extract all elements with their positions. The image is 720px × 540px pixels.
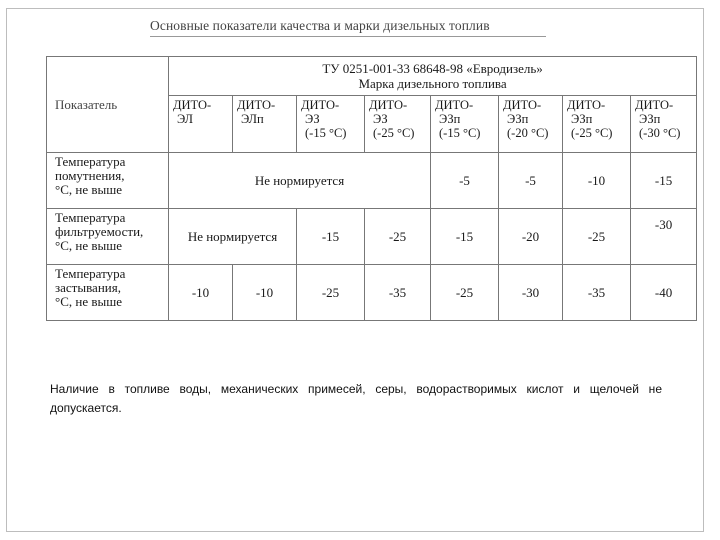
indicator-header: Показатель: [47, 57, 169, 153]
table-cell: -10: [169, 265, 233, 321]
table-cell: -35: [365, 265, 431, 321]
note-text: Наличие в топливе воды, механических примесей, серы, водорастворимых кислот и щелочей не допускается.: [50, 382, 662, 415]
page-title: Основные показатели качества и марки дизельных топлив: [150, 18, 490, 33]
grade-header: ДИТО- ЭЗ (-25 °С): [365, 96, 431, 153]
grade-header: ДИТО- ЭЗп (-20 °С): [499, 96, 563, 153]
grade-header: ДИТО- ЭЗп (-15 °С): [431, 96, 499, 153]
merged-value-cell: Не нормируется: [169, 153, 431, 209]
row-label: Температура застывания, °С, не выше: [47, 265, 169, 321]
table-cell: -35: [563, 265, 631, 321]
table-cell: -20: [499, 209, 563, 265]
grade-header: ДИТО- ЭЛ: [169, 96, 233, 153]
spec-header: [169, 57, 697, 96]
table-cell: -30: [499, 265, 563, 321]
table-cell: -15: [297, 209, 365, 265]
grade-header: ДИТО- ЭЗп (-25 °С): [563, 96, 631, 153]
fuel-spec-table: [46, 56, 697, 321]
table-cell: -25: [297, 265, 365, 321]
row-label: Температура помутнения, °С, не выше: [47, 153, 169, 209]
title-underline: [150, 36, 546, 37]
table-cell: -5: [431, 153, 499, 209]
table-cell: -40: [631, 265, 697, 321]
spec-header-line1: ТУ 0251-001-33 68648-98 «Евродизель»: [322, 61, 543, 76]
row-label: Температура фильтруемости, °С, не выше: [47, 209, 169, 265]
table-cell: -5: [499, 153, 563, 209]
grade-header: ДИТО- ЭЛп: [233, 96, 297, 153]
merged-value-cell: Не нормируется: [169, 209, 297, 265]
grade-header: ДИТО- ЭЗп (-30 °С): [631, 96, 697, 153]
table-row: [47, 265, 697, 321]
table-cell: -30: [631, 209, 697, 265]
table-cell: -10: [563, 153, 631, 209]
table-cell: -25: [365, 209, 431, 265]
spec-header-line2: Марка дизельного топлива: [358, 76, 507, 91]
table-cell: -25: [563, 209, 631, 265]
table-cell: -15: [631, 153, 697, 209]
table-cell: -10: [233, 265, 297, 321]
grade-header: ДИТО- ЭЗ (-15 °С): [297, 96, 365, 153]
table-row: [47, 153, 697, 209]
table-cell: -15: [431, 209, 499, 265]
table-row: [47, 209, 697, 265]
table-cell: -25: [431, 265, 499, 321]
